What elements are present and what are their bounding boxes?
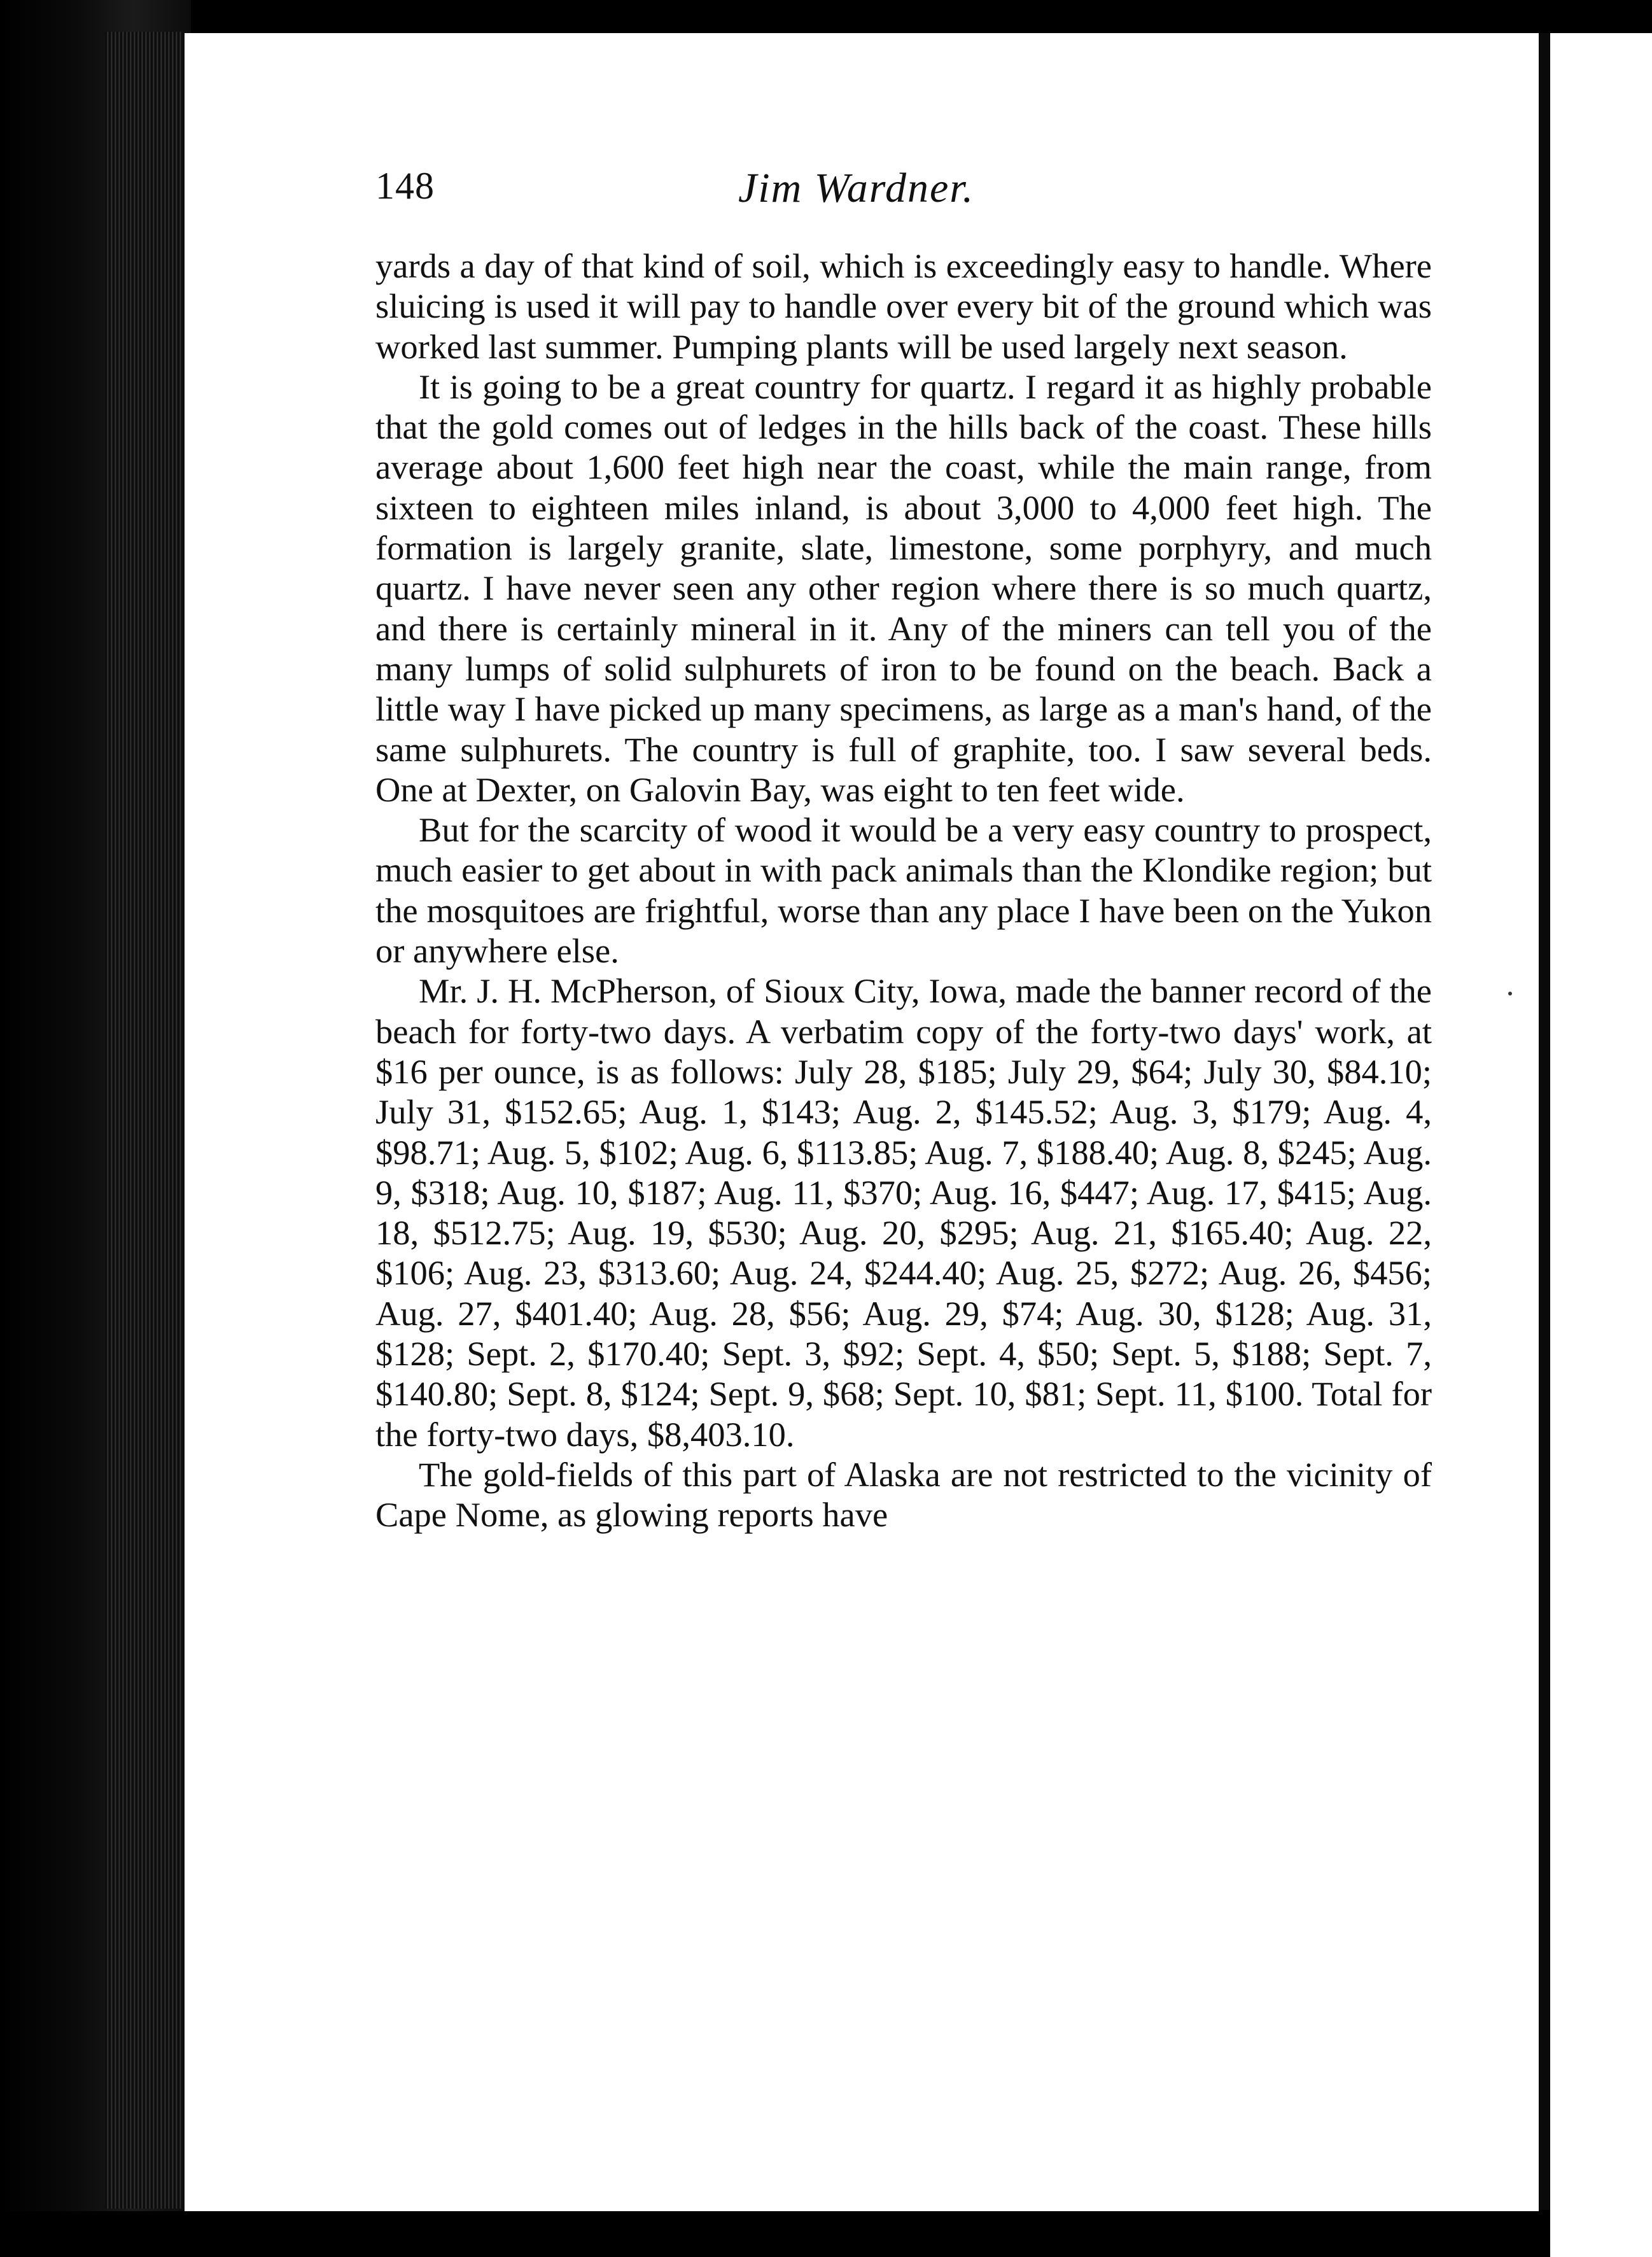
body-text bbox=[375, 246, 1432, 1535]
paragraph-2: It is going to be a great country for quartz. I regard it as highly probable that the gold comes out of ledges in the hills back of the coast. These hills average about 1,600 feet high near the coast, while the main range, from sixteen to eighteen miles inland, is about 3,000 to 4,000 feet high. The formation is largely granite, slate, limestone, some porphyry, and much quartz. I have never seen any other region where there is so much quartz, and there is certainly mineral in it. Any of the miners can tell you of the many lumps of solid sulphurets of iron to be found on the beach. Back a little way I have picked up many specimens, as large as a man's hand, of the same sulphurets. The country is full of graphite, too. I saw several beds. One at Dexter, on Galovin Bay, was eight to ten feet wide. bbox=[375, 367, 1432, 809]
paragraph-4: Mr. J. H. McPherson, of Sioux City, Iowa, made the banner record of the beach for forty-two days. A verbatim copy of the forty-two days' work, at $16 per ounce, is as follows: July 28, $185; July 29, $64; July 30, $84.10; July 31, $152.65; Aug. 1, $143; Aug. 2, $145.52; Aug. 3, $179; Aug. 4, $98.71; Aug. 5, $102; Aug. 6, $113.85; Aug. 7, $188.40; Aug. 8, $245; Aug. 9, $318; Aug. 10, $187; Aug. 11, $370; Aug. 16, $447; Aug. 17, $415; Aug. 18, $512.75; Aug. 19, $530; Aug. 20, $295; Aug. 21, $165.40; Aug. 22, $106; Aug. 23, $313.60; Aug. 24, $244.40; Aug. 25, $272; Aug. 26, $456; Aug. 27, $401.40; Aug. 28, $56; Aug. 29, $74; Aug. 30, $128; Aug. 31, $128; Sept. 2, $170.40; Sept. 3, $92; Sept. 4, $50; Sept. 5, $188; Sept. 7, $140.80; Sept. 8, $124; Sept. 9, $68; Sept. 10, $81; Sept. 11, $100. Total for the forty-two days, $8,403.10. bbox=[375, 971, 1432, 1454]
top-shadow bbox=[0, 0, 1652, 33]
facing-page-edge bbox=[1550, 33, 1652, 2257]
page-edges bbox=[105, 32, 181, 2209]
page-number: 148 bbox=[375, 165, 435, 207]
ink-speck bbox=[1508, 992, 1512, 995]
running-title: Jim Wardner. bbox=[738, 165, 975, 211]
gutter-shadow bbox=[1539, 33, 1550, 2210]
page-header bbox=[375, 164, 1432, 221]
paragraph-5: The gold-fields of this part of Alaska are not restricted to the vicinity of Cape Nome, as glowing reports have bbox=[375, 1454, 1432, 1535]
paragraph-1: yards a day of that kind of soil, which is exceedingly easy to handle. Where sluicing is used it will pay to handle over every bit of the ground which was worked last summer. Pumping plants will be used largely next season. bbox=[375, 246, 1432, 366]
paragraph-3: But for the scarcity of wood it would be a very easy country to prospect, much easier to get about in with pack animals than the Klondike region; but the mosquitoes are frightful, worse than any place I have been on the Yukon or anywhere else. bbox=[375, 810, 1432, 971]
bottom-shadow bbox=[0, 2211, 1550, 2257]
